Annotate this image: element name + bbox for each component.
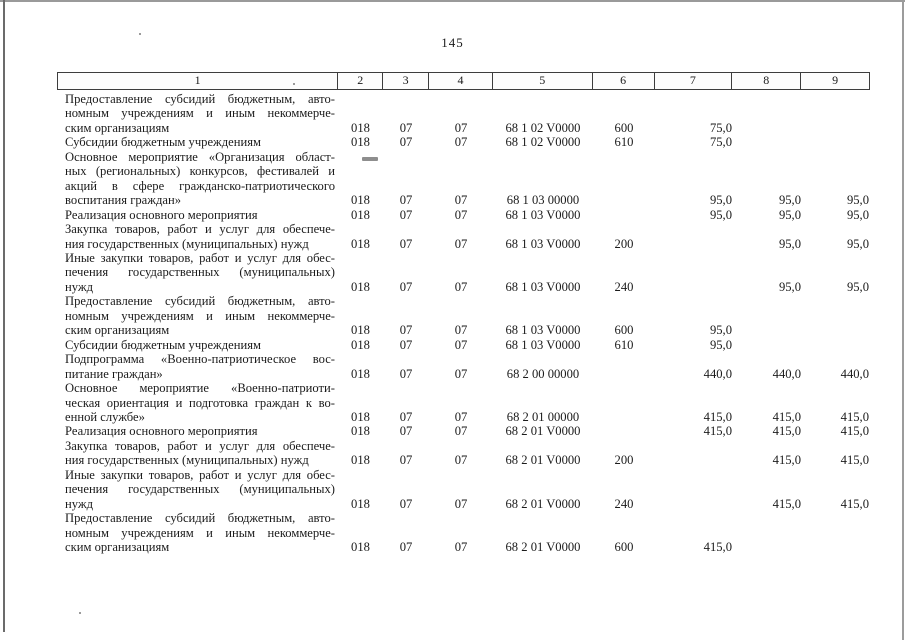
table-row (57, 150, 870, 208)
cell-col-6: 600 (614, 323, 634, 338)
cell-col-9: 95,0 (846, 279, 869, 294)
cell-col-7: 415,0 (703, 409, 732, 424)
description-line: Предоставление субсидий бюджетным, авто- (65, 92, 335, 106)
row-description (57, 424, 338, 438)
table-body (57, 90, 870, 555)
cell-col-4: 07 (454, 424, 468, 439)
cell-col-7: 75,0 (709, 135, 732, 150)
cell-col-3: 07 (399, 366, 413, 381)
table-row (57, 381, 870, 424)
cell-col-8: 95,0 (778, 236, 801, 251)
cell-col-4: 07 (454, 323, 468, 338)
header-col-9: 9 (832, 73, 839, 87)
cell-col-7: 95,0 (709, 207, 732, 222)
cell-col-7: 415,0 (703, 540, 732, 555)
cell-col-4: 07 (454, 409, 468, 424)
cell-col-7: 95,0 (709, 193, 732, 208)
cell-col-4: 07 (454, 193, 468, 208)
cell-col-5: 68 1 03 V0000 (505, 279, 581, 294)
cell-col-2: 018 (351, 279, 370, 294)
cell-col-4: 07 (454, 120, 468, 135)
cell-col-2: 018 (351, 496, 370, 511)
cell-col-3: 07 (399, 540, 413, 555)
cell-col-4: 07 (454, 540, 468, 555)
cell-col-3: 07 (399, 409, 413, 424)
cell-col-8: 95,0 (778, 193, 801, 208)
cell-col-6: 240 (614, 279, 634, 294)
cell-col-3: 07 (399, 279, 413, 294)
cell-col-5: 68 1 03 00000 (506, 193, 580, 208)
description-line: воспитания граждан» (65, 193, 181, 208)
description-line: ческая ориентация и подготовка граждан к во- (65, 395, 335, 410)
cell-col-2: 018 (351, 236, 370, 251)
cell-col-5: 68 2 01 00000 (506, 409, 580, 424)
row-description (57, 150, 338, 208)
cell-col-7: 415,0 (703, 424, 732, 439)
table-row (57, 439, 870, 468)
cell-col-6: 610 (614, 337, 634, 352)
scan-speck (79, 612, 81, 614)
cell-col-6: 200 (614, 453, 634, 468)
cell-col-3: 07 (399, 424, 413, 439)
description-line: Иные закупки товаров, работ и услуг для обес- (65, 250, 335, 265)
cell-col-5: 68 1 03 V0000 (505, 337, 581, 352)
description-line: Основное мероприятие «Организация област- (65, 149, 335, 164)
cell-col-5: 68 2 01 V0000 (505, 540, 581, 555)
description-line: ским организациям (65, 323, 170, 338)
cell-col-7: 95,0 (709, 323, 732, 338)
cell-col-8: 95,0 (778, 207, 801, 222)
cell-col-8: 415,0 (772, 453, 801, 468)
description-line: ния государственных (муниципальных) нужд (65, 453, 309, 468)
table-row (57, 468, 870, 511)
cell-col-5: 68 1 03 V0000 (505, 236, 581, 251)
cell-col-9: 415,0 (840, 409, 869, 424)
cell-col-3: 07 (399, 207, 413, 222)
cell-col-4: 07 (454, 236, 468, 251)
cell-col-2: 018 (351, 366, 370, 381)
description-line: печения государственных (муниципальных) (65, 265, 335, 280)
row-description (57, 439, 338, 468)
budget-table (57, 72, 870, 555)
cell-col-2: 018 (351, 424, 370, 439)
row-description (57, 222, 338, 251)
cell-col-7: 75,0 (709, 120, 732, 135)
row-description (57, 338, 338, 352)
cell-col-5: 68 1 02 V0000 (505, 135, 581, 150)
description-line: Иные закупки товаров, работ и услуг для обес- (65, 467, 335, 482)
header-col-2: 2 (338, 73, 383, 89)
table-row (57, 294, 870, 337)
cell-col-3: 07 (399, 135, 413, 150)
description-line: питание граждан» (65, 366, 163, 381)
cell-col-3: 07 (399, 193, 413, 208)
cell-col-5: 68 2 00 00000 (506, 366, 580, 381)
cell-col-8: 415,0 (772, 496, 801, 511)
cell-col-2: 018 (351, 453, 370, 468)
cell-col-3: 07 (399, 120, 413, 135)
cell-col-9: 415,0 (840, 453, 869, 468)
cell-col-4: 07 (454, 453, 468, 468)
description-line: ния государственных (муниципальных) нужд (65, 236, 309, 251)
scan-edge-right (902, 0, 904, 640)
cell-col-4: 07 (454, 496, 468, 511)
description-line: ных (региональных) конкурсов, фестивалей и (65, 164, 335, 179)
cell-col-7: 95,0 (709, 337, 732, 352)
cell-col-8: 95,0 (778, 279, 801, 294)
cell-col-8: 415,0 (772, 424, 801, 439)
description-line: Реализация основного мероприятия (65, 424, 258, 439)
cell-col-2: 018 (351, 120, 370, 135)
description-line: акций в сфере гражданско-патриотического (65, 178, 335, 193)
description-line: Основное мероприятие «Военно-патриоти- (65, 381, 335, 396)
scan-speck (293, 83, 295, 85)
scan-edge-top (0, 0, 905, 2)
cell-col-5: 68 2 01 V0000 (505, 496, 581, 511)
page-number: 145 (441, 35, 464, 50)
cell-col-4: 07 (454, 337, 468, 352)
row-description (57, 251, 338, 294)
cell-col-5: 68 2 01 V0000 (505, 424, 581, 439)
description-line: номным учреждениям и иным некоммерче- (65, 308, 335, 323)
cell-col-9: 415,0 (840, 496, 869, 511)
cell-col-6: 240 (614, 496, 634, 511)
description-line: Субсидии бюджетным учреждениям (65, 135, 261, 150)
description-line: Предоставление субсидий бюджетным, авто- (65, 511, 335, 526)
cell-col-3: 07 (399, 323, 413, 338)
cell-col-8: 440,0 (772, 366, 801, 381)
scan-artifact-dash (362, 157, 378, 161)
cell-col-8: 415,0 (772, 409, 801, 424)
cell-col-9: 95,0 (846, 236, 869, 251)
cell-col-2: 018 (351, 135, 370, 150)
cell-col-7: 440,0 (703, 366, 732, 381)
header-col-3: 3 (383, 73, 429, 89)
description-line: енной службе» (65, 409, 145, 424)
cell-col-5: 68 1 02 V0000 (505, 120, 581, 135)
table-row (57, 92, 870, 135)
cell-col-9: 415,0 (840, 424, 869, 439)
table-header-row (57, 72, 870, 90)
row-description (57, 352, 338, 381)
row-description (57, 208, 338, 222)
header-col-8: 8 (732, 73, 801, 89)
table-row (57, 424, 870, 438)
header-col-1: 1 (58, 73, 338, 89)
description-line: печения государственных (муниципальных) (65, 482, 335, 497)
cell-col-4: 07 (454, 207, 468, 222)
table-row (57, 352, 870, 381)
cell-col-2: 018 (351, 540, 370, 555)
description-line: Субсидии бюджетным учреждениям (65, 337, 261, 352)
cell-col-3: 07 (399, 453, 413, 468)
cell-col-4: 07 (454, 279, 468, 294)
description-line: нужд (65, 496, 93, 511)
scan-speck (139, 33, 141, 35)
cell-col-6: 610 (614, 135, 634, 150)
row-description (57, 92, 338, 135)
header-col-5: 5 (493, 73, 593, 89)
header-col-4: 4 (429, 73, 493, 89)
cell-col-2: 018 (351, 193, 370, 208)
table-row (57, 511, 870, 554)
cell-col-9: 440,0 (840, 366, 869, 381)
cell-col-5: 68 2 01 V0000 (505, 453, 581, 468)
cell-col-5: 68 1 03 V0000 (505, 323, 581, 338)
cell-col-3: 07 (399, 496, 413, 511)
table-row (57, 251, 870, 294)
description-line: ским организациям (65, 120, 170, 135)
row-description (57, 135, 338, 149)
description-line: Предоставление субсидий бюджетным, авто- (65, 294, 335, 309)
row-description (57, 381, 338, 424)
header-col-6: 6 (593, 73, 655, 89)
description-line: Реализация основного мероприятия (65, 207, 258, 222)
cell-col-9: 95,0 (846, 207, 869, 222)
table-row (57, 208, 870, 222)
header-col-7: 7 (655, 73, 733, 89)
cell-col-4: 07 (454, 366, 468, 381)
row-description (57, 294, 338, 337)
cell-col-6: 200 (614, 236, 634, 251)
description-line: Закупка товаров, работ и услуг для обеспече- (65, 438, 335, 453)
scan-edge-left (3, 0, 5, 632)
cell-col-6: 600 (614, 540, 634, 555)
description-line: нужд (65, 279, 93, 294)
description-line: Подпрограмма «Военно-патриотическое вос- (65, 352, 335, 367)
cell-col-4: 07 (454, 135, 468, 150)
table-row (57, 135, 870, 149)
cell-col-3: 07 (399, 337, 413, 352)
row-description (57, 511, 338, 554)
cell-col-9: 95,0 (846, 193, 869, 208)
cell-col-2: 018 (351, 207, 370, 222)
table-row (57, 338, 870, 352)
description-line: Закупка товаров, работ и услуг для обеспече- (65, 222, 335, 237)
cell-col-2: 018 (351, 337, 370, 352)
description-line: номным учреждениям и иным некоммерче- (65, 106, 335, 121)
description-line: ским организациям (65, 540, 170, 555)
description-line: номным учреждениям и иным некоммерче- (65, 525, 335, 540)
cell-col-6: 600 (614, 120, 634, 135)
cell-col-2: 018 (351, 409, 370, 424)
cell-col-3: 07 (399, 236, 413, 251)
cell-col-2: 018 (351, 323, 370, 338)
cell-col-5: 68 1 03 V0000 (505, 207, 581, 222)
row-description (57, 468, 338, 511)
table-row (57, 222, 870, 251)
